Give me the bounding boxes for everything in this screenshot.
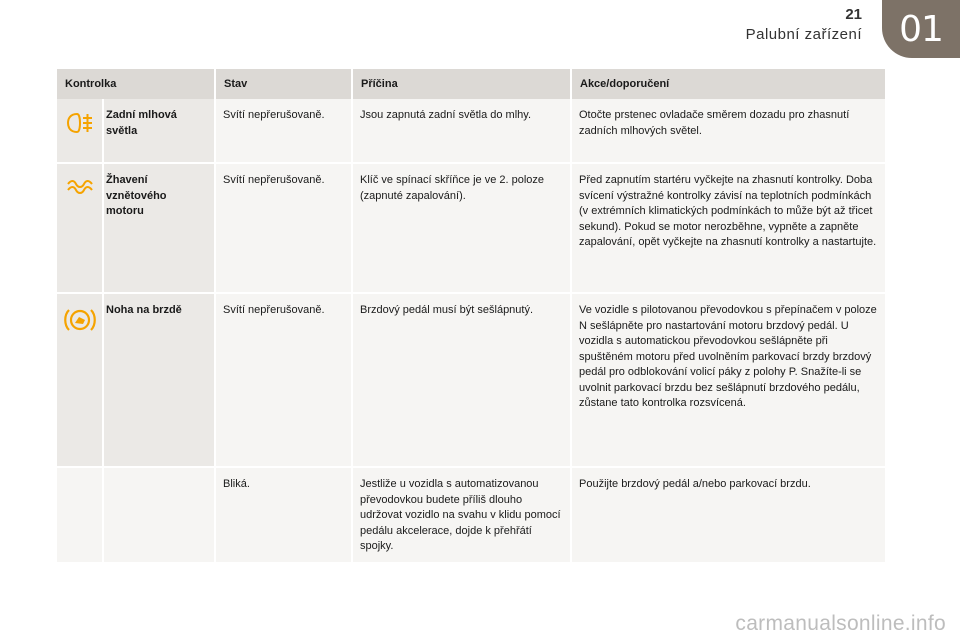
section-title: Palubní zařízení — [745, 26, 862, 43]
warning-lights-table — [57, 69, 887, 564]
action-cell: Otočte prstenec ovladače směrem dozadu pro zhasnutí zadních mlhových světel. — [571, 99, 886, 163]
icon-cell — [57, 99, 103, 163]
foot-on-brake-icon — [63, 306, 97, 334]
action-cell: Ve vozidle s pilotovanou převodovkou s přepínačem v poloze N sešlápněte pro nastartování motoru brzdový pedál. U vozidla s automatickou převodovkou sešlápněte při spuštěném motoru před uvolněním parkovací brzdy brzdový pedál pro odblokování volicí páky z polohy P. Snažíte-li se uvolnit parkovací brzdu bez sešlápnutí brzdového pedálu, zůstane tato kontrolka rozsvícená. — [571, 293, 886, 467]
rear-fog-light-icon — [65, 111, 95, 135]
chapter-tab: 01 — [882, 0, 960, 58]
warning-name: Žhavení vznětového motoru — [103, 163, 215, 293]
header-pricina: Příčina — [352, 69, 571, 99]
header-stav: Stav — [215, 69, 352, 99]
warning-name: Noha na brzdě — [103, 293, 215, 467]
icon-cell — [57, 163, 103, 293]
state-cell: Bliká. — [215, 467, 352, 563]
table-row — [57, 163, 886, 293]
table-row — [57, 99, 886, 163]
action-cell: Před zapnutím startéru vyčkejte na zhasnutí kontrolky. Doba svícení výstražné kontrolky závisí na teplotních podmínkách (v extrémních klimatických podmínkách to může být až třicet sekund). Pokud se motor nerozběhne, vypněte a zapněte zapalování, opět vyčkejte na zhasnutí kontrolky a nastartujte. — [571, 163, 886, 293]
header-akce: Akce/doporučení — [571, 69, 886, 99]
icon-cell — [57, 293, 103, 467]
header-kontrolka: Kontrolka — [57, 69, 215, 99]
cause-cell: Jestliže u vozidla s automatizovanou převodovkou budete příliš dlouho udržovat vozidlo na svahu v klidu pomocí pedálu akcelerace, dojde k přehřátí spojky. — [352, 467, 571, 563]
table-header-row — [57, 69, 886, 99]
table-row — [57, 467, 886, 563]
page-number: 21 — [845, 6, 862, 23]
action-cell: Použijte brzdový pedál a/nebo parkovací brzdu. — [571, 467, 886, 563]
state-cell: Svítí nepřerušovaně. — [215, 163, 352, 293]
glow-plug-icon — [65, 176, 95, 200]
cause-cell: Brzdový pedál musí být sešlápnutý. — [352, 293, 571, 467]
warning-name: Zadní mlhová světla — [103, 99, 215, 163]
table-row — [57, 293, 886, 467]
watermark: carmanualsonline.info — [735, 612, 946, 635]
state-cell: Svítí nepřerušovaně. — [215, 99, 352, 163]
state-cell: Svítí nepřerušovaně. — [215, 293, 352, 467]
cause-cell: Jsou zapnutá zadní světla do mlhy. — [352, 99, 571, 163]
icon-cell — [57, 467, 103, 563]
cause-cell: Klíč ve spínací skříňce je ve 2. poloze (zapnuté zapalování). — [352, 163, 571, 293]
warning-name — [103, 467, 215, 563]
